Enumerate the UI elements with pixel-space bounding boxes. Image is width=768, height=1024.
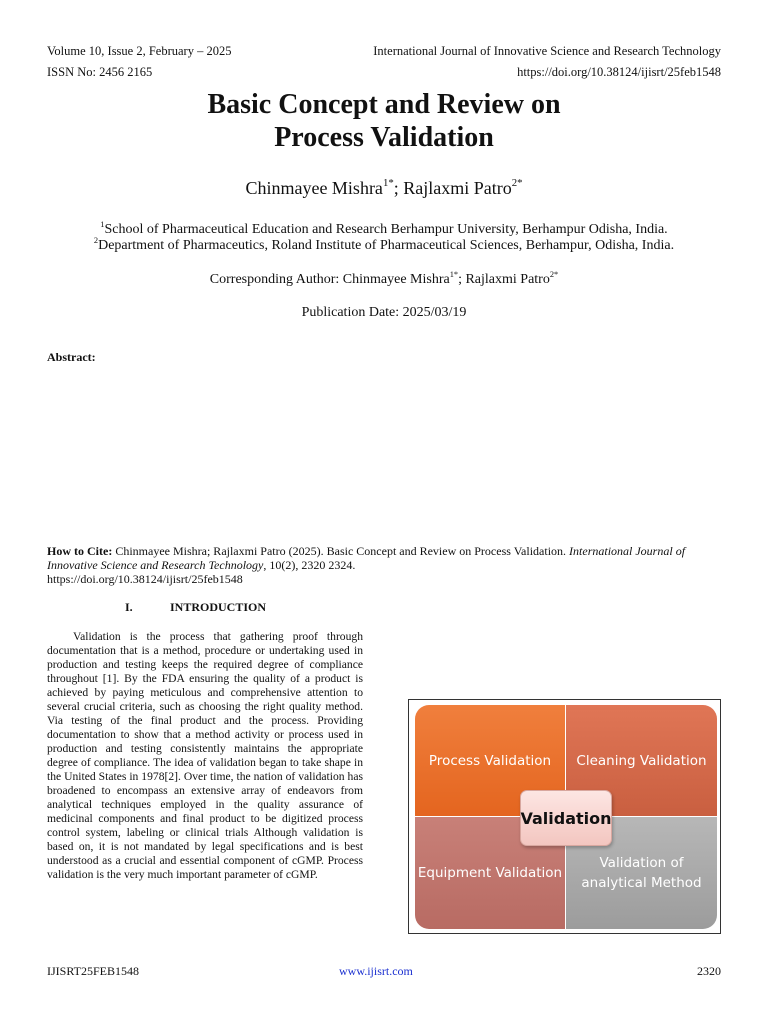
header-journal-name: International Journal of Innovative Science and Research Technology (373, 44, 721, 58)
author-2: Rajlaxmi Patro (403, 178, 512, 198)
footer-website-link[interactable]: www.ijisrt.com (339, 964, 413, 978)
paper-title (0, 88, 768, 154)
paper-title-line2: Process Validation (274, 122, 494, 153)
figure-center-validation-box: Validation (520, 790, 612, 846)
author-1-affiliation-mark: 1* (382, 177, 394, 190)
citation-block (47, 544, 723, 586)
author-list (0, 178, 768, 199)
section-heading-introduction (125, 600, 266, 615)
corresponding-sup-2: 2* (549, 269, 559, 279)
footer-article-code: IJISRT25FEB1548 (47, 964, 139, 978)
figure-quadrant-analytical-line1: Validation of (599, 855, 684, 871)
abstract-heading: Abstract: (47, 350, 96, 364)
footer-page-number: 2320 (697, 964, 721, 978)
section-number: I. (125, 600, 133, 614)
figure-quadrant-cleaning-validation: Cleaning Validation (566, 705, 717, 816)
publication-date: Publication Date: 2025/03/19 (301, 305, 467, 320)
introduction-paragraph: Validation is the process that gathering proof through documentation that is a method, procedure or undertaking used in production and testing keeps the required degree of compliance throughout [1]. By the FDA ensuring the quality of a product is achieved by paying meticulous and comprehensive attention to several crucial criteria, such as choosing the right quality method. Via testing of the final product and the process. Providing documentation to show that a method activity or process used in production and testing consistently maintains the appropriate degree of compliance. The idea of validation began to take shape in the United States in 1978[2]. Over time, the nation of validation has broadened to encompass an extensive array of endeavors from analytical techniques employed in the quality assurance of medicinal components and final product to be digitized process control system, labeling or clinical trials Although validation is based on, it is not mandated by legal specifications and is best understood as a crucial and essential component of cGMP. Process validation is the very much important parameter of cGMP. (47, 630, 363, 881)
figure-quadrant-process-validation: Process Validation (415, 705, 565, 816)
validation-types-figure (408, 699, 721, 934)
citation-text: Chinmayee Mishra; Rajlaxmi Patro (2025). Basic Concept and Review on Process Validation. (112, 544, 570, 558)
header-volume: Volume 10, Issue 2, February – 2025 (47, 44, 232, 58)
author-separator: ; (393, 178, 404, 198)
affiliation-2 (0, 237, 768, 255)
affiliation-2-mark: 2 (93, 235, 99, 245)
corresponding-author-2: ; Rajlaxmi Patro (458, 272, 550, 287)
affiliation-2-text: Department of Pharmaceutics, Roland Institute of Pharmaceutical Sciences, Berhampur, Odisha, India. (98, 238, 675, 253)
affiliation-1-text: School of Pharmaceutical Education and Research Berhampur University, Berhampur Odisha, India. (104, 222, 668, 237)
corresponding-author-label: Corresponding Author: Chinmayee Mishra (209, 272, 450, 287)
section-title: INTRODUCTION (170, 600, 267, 614)
affiliation-1-mark: 1 (100, 219, 105, 229)
citation-label: How to Cite: (47, 544, 113, 558)
figure-quadrant-equipment-validation: Equipment Validation (415, 817, 565, 929)
corresponding-sup-1: 1* (449, 269, 459, 279)
corresponding-author (0, 269, 768, 288)
citation-journal: International Journal of Innovative Science and Research Technology (47, 544, 686, 572)
author-2-affiliation-mark: 2* (511, 177, 523, 190)
header-doi-link[interactable]: https://doi.org/10.38124/ijisrt/25feb1548 (517, 65, 721, 79)
citation-volume-pages: , 10(2), 2320 2324. (263, 558, 356, 572)
paper-title-line1: Basic Concept and Review on (207, 89, 561, 120)
citation-doi-link[interactable]: https://doi.org/10.38124/ijisrt/25feb1548 (47, 572, 243, 586)
figure-quadrant-analytical-line2: analytical Method (581, 875, 702, 891)
header-issn: ISSN No: 2456 2165 (47, 65, 153, 79)
author-1: Chinmayee Mishra (245, 178, 383, 198)
